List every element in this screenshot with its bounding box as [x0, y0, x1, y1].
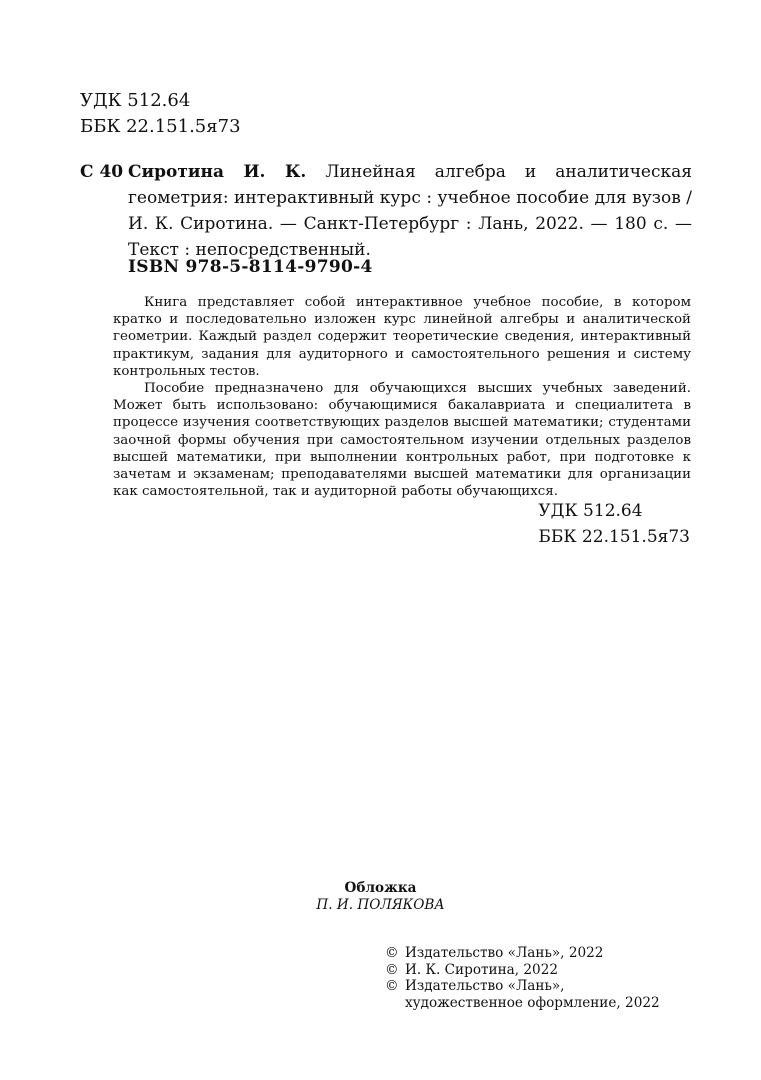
description-text: Линейная алгебра и аналитическая геометрия: интерактивный курс : учебное пособие для вузов / И. К. Сиротина. — Санкт-Петербург : Лань, 2022. — 180 с. — Текст : непосредственный.	[128, 162, 692, 260]
isbn: ISBN 978-5-8114-9790-4	[128, 257, 373, 277]
copyright-line	[385, 978, 660, 995]
author-mark: С 40	[80, 162, 124, 182]
copyright-publisher-design: Издательство «Лань»,	[405, 978, 565, 994]
cover-label: Обложка	[344, 880, 417, 896]
copyright-symbol: ©	[385, 978, 399, 994]
copyright-symbol: ©	[385, 961, 399, 978]
copyright-line	[385, 962, 660, 979]
udk-code: УДК 512.64	[80, 90, 191, 111]
annotation-paragraph-1: Книга представляет собой интерактивное учебное пособие, в котором кратко и последовательно изложен курс линейной алгебры и аналитической геометрии. Каждый раздел содержит теоретические сведения, интерактивный практикум, задания для аудиторного и самостоятельного решения и систему контрольных тестов.	[113, 295, 691, 379]
classification-bottom	[538, 498, 690, 550]
annotation-paragraph-2: Пособие предназначено для обучающихся высших учебных заведений. Может быть использовано: обучающимися бакалавриата и специалитета в процессе изучения соответствующих разделов высшей математики; студентами заочной формы обучения при самостоятельном изучении отдельных разделов высшей математики, при выполнении контрольных работ, при подготовке к зачетам и экзаменам; преподавателями высшей математики для организации как самостоятельной, так и аудиторной работы обучающихся.	[113, 381, 691, 500]
classification-top	[80, 88, 241, 140]
copyright-publisher: Издательство «Лань», 2022	[405, 945, 604, 961]
annotation	[113, 294, 691, 500]
bibliographic-entry	[80, 159, 692, 263]
copyright-block	[385, 945, 660, 1011]
author-name: Сиротина И. К.	[128, 162, 307, 182]
bbk-code: ББК 22.151.5я73	[80, 116, 241, 137]
cover-designer: П. И. ПОЛЯКОВА	[316, 897, 445, 913]
copyright-design-credit: художественное оформление, 2022	[405, 994, 660, 1011]
copyright-symbol: ©	[385, 945, 399, 961]
udk-code-bottom: УДК 512.64	[538, 501, 643, 521]
copyright-author: И. К. Сиротина, 2022	[405, 961, 558, 978]
bibliographic-description	[128, 159, 692, 263]
bbk-code-bottom: ББК 22.151.5я73	[538, 527, 690, 547]
copyright-line	[385, 945, 660, 962]
cover-credit	[0, 880, 761, 914]
